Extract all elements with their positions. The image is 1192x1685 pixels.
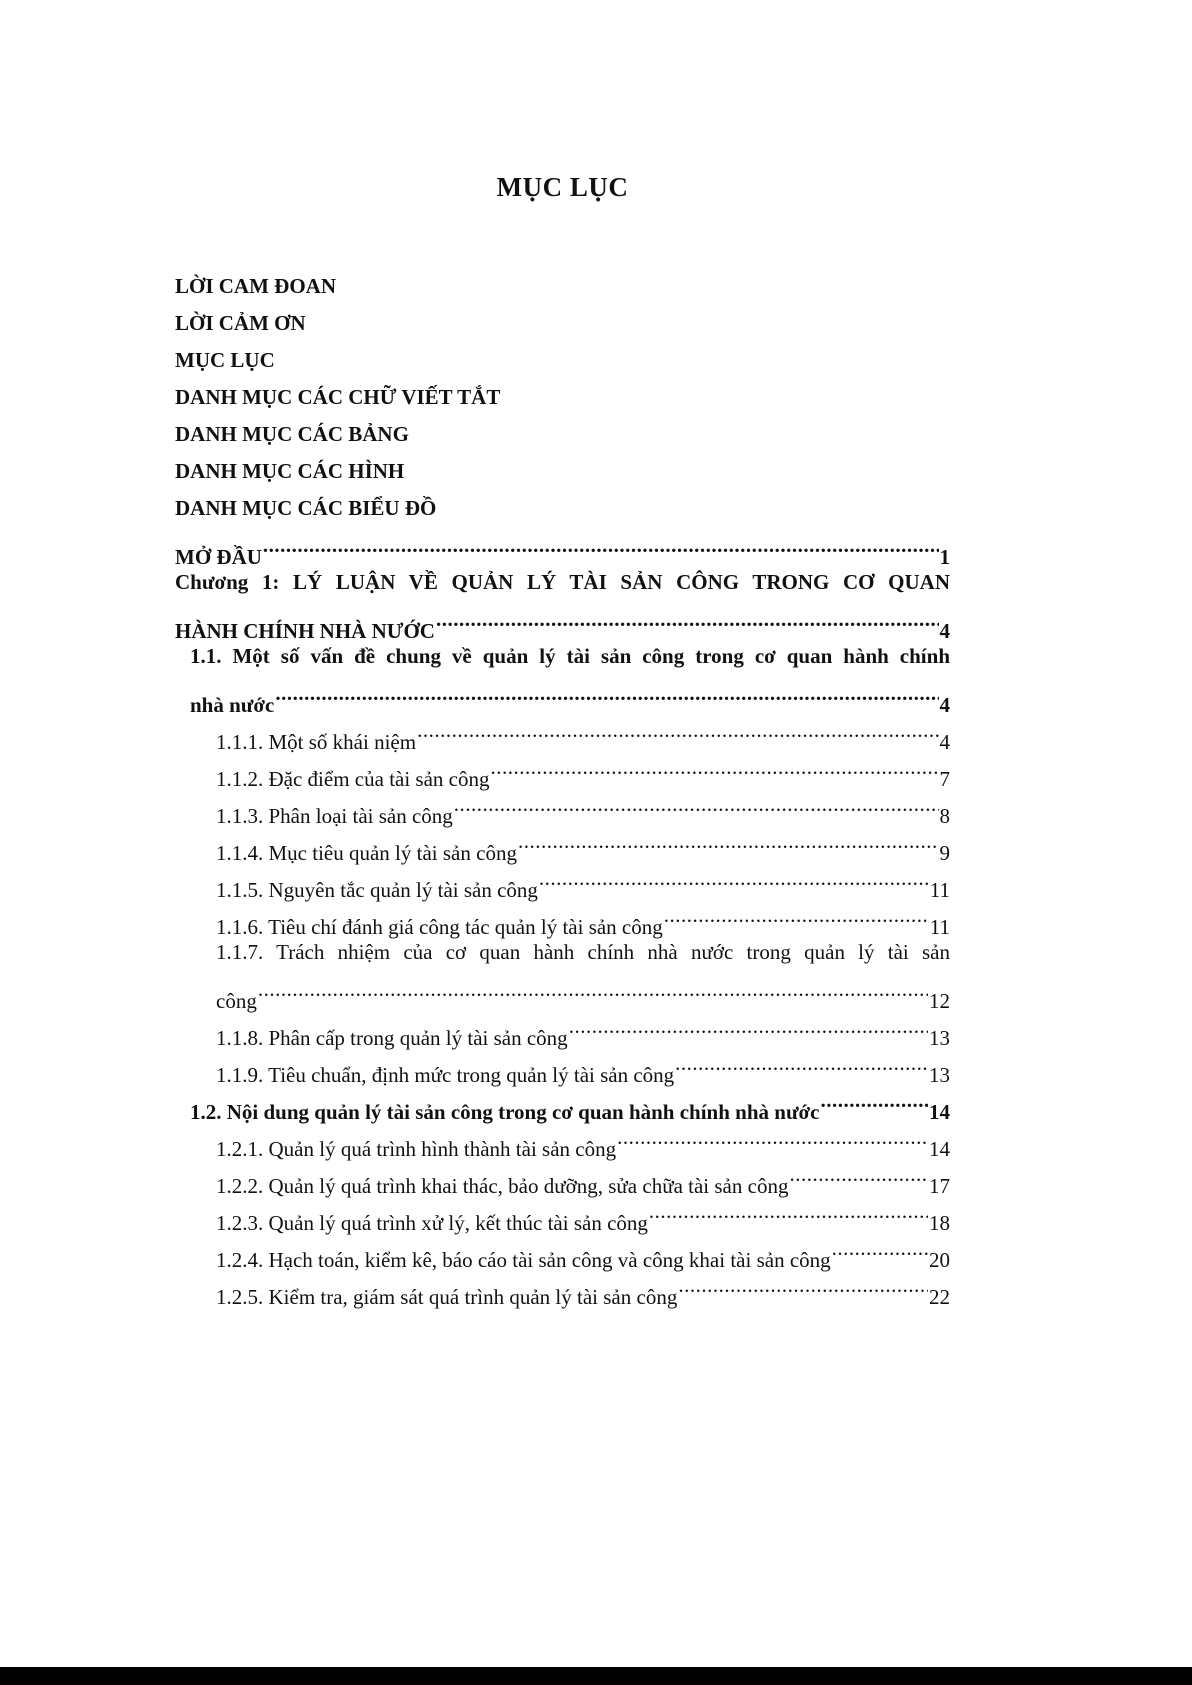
dot-leader xyxy=(821,1082,928,1119)
toc-page-number: 13 xyxy=(929,1063,950,1087)
toc-entry-loi-cam-doan[interactable] xyxy=(175,268,950,305)
toc-page-number: 18 xyxy=(929,1211,950,1235)
dot-leader xyxy=(617,1119,928,1156)
toc-page-number: 4 xyxy=(939,619,950,643)
toc-entry-charts[interactable] xyxy=(175,490,950,527)
toc-entry-text: DANH MỤC CÁC CHỮ VIẾT TẮT xyxy=(175,385,501,409)
dot-leader xyxy=(491,749,939,786)
toc-entry-text: 1.2. Nội dung quản lý tài sản công trong cơ quan hành chính nhà nước xyxy=(190,1100,820,1124)
dot-leader xyxy=(417,712,938,749)
toc-entry-chapter-1[interactable] xyxy=(175,564,950,601)
dot-leader xyxy=(436,601,939,638)
toc-entry-text: 1.2.4. Hạch toán, kiểm kê, báo cáo tài sản công và công khai tài sản công xyxy=(216,1248,831,1272)
toc-entry-text: Chương 1: LÝ LUẬN VỀ QUẢN LÝ TÀI SẢN CÔNG TRONG CƠ QUAN xyxy=(175,570,950,594)
toc-page-number: 13 xyxy=(929,1026,950,1050)
toc-entry-text: HÀNH CHÍNH NHÀ NƯỚC xyxy=(175,619,435,643)
toc-entry-text: DANH MỤC CÁC BIỂU ĐỒ xyxy=(175,496,437,520)
toc-entry-text: 1.1.5. Nguyên tắc quản lý tài sản công xyxy=(216,878,538,902)
toc-entry-text: 1.2.1. Quản lý quá trình hình thành tài sản công xyxy=(216,1137,617,1161)
dot-leader xyxy=(664,897,929,934)
toc-entry-text: LỜI CẢM ƠN xyxy=(175,311,306,335)
toc-entry-text: 1.2.2. Quản lý quá trình khai thác, bảo dưỡng, sửa chữa tài sản công xyxy=(216,1174,789,1198)
toc-entry-1-1-8[interactable] xyxy=(175,1008,950,1050)
bottom-border xyxy=(0,1667,1192,1685)
toc-entry-text: 1.1.9. Tiêu chuẩn, định mức trong quản lý tài sản công xyxy=(216,1063,675,1087)
toc-page-number: 4 xyxy=(939,730,950,754)
dot-leader xyxy=(518,823,939,860)
toc-entry-1-1-1[interactable] xyxy=(175,712,950,754)
dot-leader xyxy=(275,675,938,712)
page-title: MỤC LỤC xyxy=(496,172,629,202)
toc-entry-text: 1.1.3. Phân loại tài sản công xyxy=(216,804,453,828)
toc-page-number: 22 xyxy=(929,1285,950,1309)
toc-entry-figures[interactable] xyxy=(175,453,950,490)
dot-leader xyxy=(675,1045,928,1082)
toc-page-number: 4 xyxy=(939,693,950,717)
table-of-contents xyxy=(175,268,950,1309)
toc-page-number: 9 xyxy=(939,841,950,865)
toc-entry-tables[interactable] xyxy=(175,416,950,453)
toc-page-number: 14 xyxy=(929,1100,950,1124)
dot-leader xyxy=(263,527,939,564)
toc-entry-text: DANH MỤC CÁC HÌNH xyxy=(175,459,405,483)
toc-entry-text: 1.1.2. Đặc điểm của tài sản công xyxy=(216,767,490,791)
dot-leader xyxy=(258,971,928,1008)
toc-entry-abbreviations[interactable] xyxy=(175,379,950,416)
toc-entry-text: DANH MỤC CÁC BẢNG xyxy=(175,422,409,446)
toc-entry-text: 1.1.6. Tiêu chí đánh giá công tác quản lý tài sản công xyxy=(216,915,663,939)
toc-entry-text: MỞ ĐẦU xyxy=(175,545,262,569)
dot-leader xyxy=(789,1156,928,1193)
toc-entry-section-1-1-cont[interactable] xyxy=(175,675,950,717)
toc-entry-muc-luc[interactable] xyxy=(175,342,950,379)
toc-page-number: 7 xyxy=(939,767,950,791)
toc-entry-intro[interactable] xyxy=(175,527,950,569)
toc-page-number: 8 xyxy=(939,804,950,828)
dot-leader xyxy=(454,786,939,823)
toc-page-number: 12 xyxy=(929,989,950,1013)
toc-entry-text: công xyxy=(216,989,257,1013)
toc-entry-text: MỤC LỤC xyxy=(175,348,275,372)
toc-entry-text: nhà nước xyxy=(190,693,275,717)
toc-entry-text: 1.2.3. Quản lý quá trình xử lý, kết thúc tài sản công xyxy=(216,1211,648,1235)
toc-entry-text: 1.1. Một số vấn đề chung về quản lý tài sản công trong cơ quan hành chính xyxy=(190,644,950,668)
dot-leader xyxy=(539,860,929,897)
toc-page-number: 1 xyxy=(939,545,950,569)
dot-leader xyxy=(569,1008,928,1045)
toc-entry-chapter-1-cont[interactable] xyxy=(175,601,950,643)
toc-entry-text: 1.1.4. Mục tiêu quản lý tài sản công xyxy=(216,841,517,865)
toc-page-number: 17 xyxy=(929,1174,950,1198)
toc-entry-text: 1.1.1. Một số khái niệm xyxy=(216,730,417,754)
toc-entry-1-1-7[interactable] xyxy=(175,934,950,971)
toc-entry-text: 1.1.7. Trách nhiệm của cơ quan hành chính nhà nước trong quản lý tài sản xyxy=(216,940,950,964)
toc-entry-text: 1.2.5. Kiểm tra, giám sát quá trình quản lý tài sản công xyxy=(216,1285,678,1309)
toc-page-number: 11 xyxy=(929,878,950,902)
toc-entry-text: LỜI CAM ĐOAN xyxy=(175,274,336,298)
toc-page-number: 14 xyxy=(929,1137,950,1161)
dot-leader xyxy=(678,1267,928,1304)
toc-page-number: 11 xyxy=(929,915,950,939)
dot-leader xyxy=(649,1193,928,1230)
toc-entry-text: 1.1.8. Phân cấp trong quản lý tài sản công xyxy=(216,1026,568,1050)
toc-entry-loi-cam-on[interactable] xyxy=(175,305,950,342)
toc-entry-section-1-1[interactable] xyxy=(175,638,950,675)
dot-leader xyxy=(832,1230,928,1267)
toc-page-number: 20 xyxy=(929,1248,950,1272)
toc-entry-1-1-7-cont[interactable] xyxy=(175,971,950,1013)
